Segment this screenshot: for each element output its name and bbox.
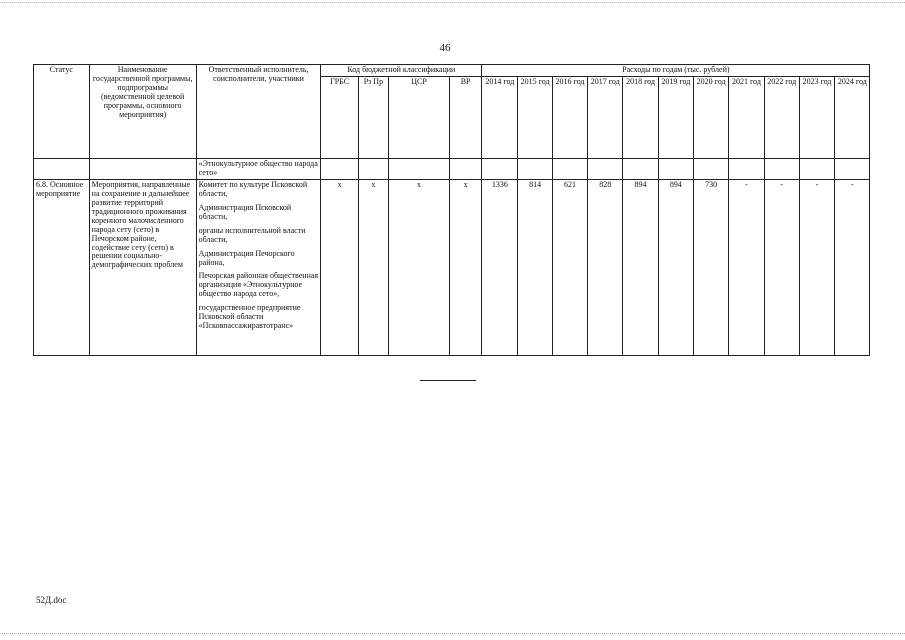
footer-filename: 52Д.doc [36, 595, 67, 605]
scan-edge-bottom [0, 633, 905, 634]
cont-value-cell [482, 158, 518, 179]
header-name: Наименование государственной программы, подпрограммы (ведомственной целевой программы, основного мероприятия) [89, 65, 196, 159]
row-value-2022: - [764, 179, 799, 355]
cont-vr-cell [450, 158, 482, 179]
responsible-line: Администрация Печорского района, [198, 248, 295, 267]
cont-value-cell [552, 158, 587, 179]
row-value-2017: 828 [588, 179, 623, 355]
row-value-2014: 1336 [482, 179, 518, 355]
responsible-line: Печорская районная общественная организация «Этнокультурное общество народа сето», [198, 271, 319, 299]
header-year-2022: 2022 год [764, 76, 799, 158]
row-responsible-cell [196, 179, 321, 355]
page-number: 46 [439, 42, 451, 54]
cont-value-cell [518, 158, 552, 179]
header-year-2020: 2020 год [693, 76, 728, 158]
header-year-2019: 2019 год [658, 76, 693, 158]
responsible-line: государственное предприятие Псковской области «Псковпассажиравтотранс» [198, 303, 301, 331]
responsible-line: органы исполнительной власти области, [198, 225, 306, 244]
header-year-2015: 2015 год [518, 76, 552, 158]
cont-grbs-cell [321, 158, 358, 179]
header-rzpr: Рз Пр [358, 76, 388, 158]
header-year-2017: 2017 год [588, 76, 623, 158]
row-value-2015: 814 [518, 179, 552, 355]
separator-rule [420, 380, 476, 381]
header-vr: ВР [450, 76, 482, 158]
row-value-2024: - [835, 179, 870, 355]
row-value-2019: 894 [658, 179, 693, 355]
table-row-6-8 [34, 179, 905, 355]
scan-edge-top [0, 2, 905, 3]
row-vr-cell: x [450, 179, 482, 355]
header-year-2023: 2023 год [799, 76, 834, 158]
row-rzpr-cell: x [358, 179, 388, 355]
header-row-1 [34, 65, 905, 77]
header-budget-code: Код бюджетной классификации [321, 65, 482, 77]
row-status-cell: 6.8. Основное мероприятие [34, 179, 90, 355]
cont-status-cell [34, 158, 90, 179]
cont-value-cell [623, 158, 658, 179]
header-responsible: Ответственный исполнитель, соисполнители, участники [196, 65, 321, 159]
header-csr: ЦСР [389, 76, 450, 158]
cont-rzpr-cell [358, 158, 388, 179]
row-value-2020: 730 [693, 179, 728, 355]
cont-value-cell [588, 158, 623, 179]
row-value-2016: 621 [552, 179, 587, 355]
cont-value-cell [764, 158, 799, 179]
header-year-2021: 2021 год [729, 76, 764, 158]
row-name-cell: Мероприятия, направленные на сохранение и дальнейшее развитие территорий традиционного проживания коренного малочисленного народа сету (сето) в Печорском районе, содействие сету (сето) в решении социально-демографических проблем [89, 179, 196, 355]
header-year-2018: 2018 год [623, 76, 658, 158]
header-year-2024: 2024 год [835, 76, 870, 158]
cont-value-cell [658, 158, 693, 179]
budget-table [33, 64, 905, 356]
row-csr-cell: x [389, 179, 450, 355]
cont-csr-cell [389, 158, 450, 179]
row-value-2021: - [729, 179, 764, 355]
cont-name-cell [89, 158, 196, 179]
cont-value-cell [835, 158, 870, 179]
cont-responsible-cell: «Этнокультурное общество народа сето» [196, 158, 321, 179]
responsible-line: Администрация Псковской области, [198, 202, 292, 221]
header-year-2014: 2014 год [482, 76, 518, 158]
cont-value-cell [799, 158, 834, 179]
table-row-continuation [34, 158, 905, 179]
header-expenses: Расходы по годам (тыс. рублей) [482, 65, 870, 77]
cont-value-cell [729, 158, 764, 179]
header-year-2016: 2016 год [552, 76, 587, 158]
row-grbs-cell: x [321, 179, 358, 355]
header-status: Статус [34, 65, 90, 159]
row-value-2023: - [799, 179, 834, 355]
cont-value-cell [693, 158, 728, 179]
responsible-line: Комитет по культуре Псковской области, [198, 179, 308, 198]
row-value-2018: 894 [623, 179, 658, 355]
header-grbs: ГРБС [321, 76, 358, 158]
